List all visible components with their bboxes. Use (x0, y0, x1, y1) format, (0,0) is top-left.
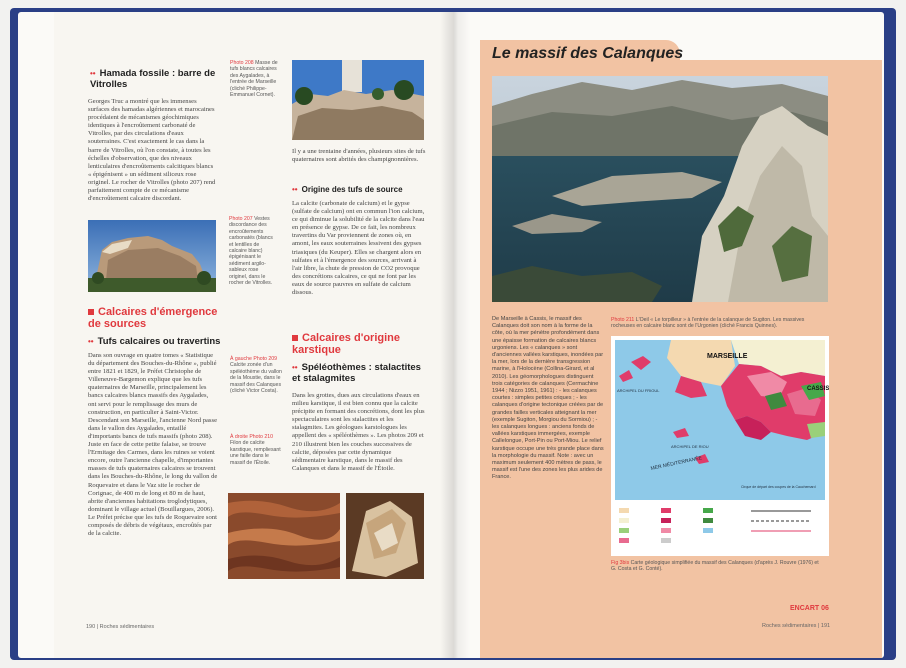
caption-photo-207: Photo 207 Vestes discordance des encroûtements carbonatés (blancs et lentilles de calcaire blanc) épigénisant le sédiment argilo-sableux rose originel, dans le rocher de Vitrolles. (229, 216, 273, 287)
left-footer: 190 | Roches sédimentaires (86, 624, 155, 630)
heading-calcaires-emergence: Calcaires d'émergence de sources (88, 306, 218, 330)
heading-hamada: •• Hamada fossile : barre de Vitrolles (90, 68, 216, 90)
encart-label: ENCART 06 (790, 605, 829, 612)
geologic-map (611, 336, 829, 556)
map-label-marseille: MARSEILLE (707, 353, 748, 360)
photo-filon-calcite (346, 493, 424, 579)
map-label-cirque: Cirque de départ des coupes de la Cauchemard (741, 485, 816, 489)
photo-speleotheme (228, 493, 340, 579)
col2-para3: Dans les grottes, dues aux circulations d'eaux en milieu karstique, il est bien connu que la calcite précipite en formant des concrétions, dont les plus spectaculaires sont les stalactites et les stalagmites. Les géologues karstologues les appellent des « spéléothèmes ». Les photos 209 et 210 illustrent bien les couches successives de calcite, déposées par cette dynamique sédimentaire karstique, dans le massif des Calanques et dans le massif de l'Étoile. (292, 392, 425, 472)
photo-aygalades (292, 60, 424, 140)
map-label-frioul: ARCHIPEL DU FRIOUL (617, 388, 660, 393)
right-footer: Roches sédimentaires | 191 (762, 623, 831, 629)
right-body-text: De Marseille à Cassis, le massif des Calanques doit son nom à la forme de la côte, où la mer pénètre profondément dans une épaisse formation de calcaires blancs urgoniens. Les « calanques » sont d'anciennes vallées karstiques, inondées par la mer, lors de la dernière transgression marine, à l'Holocène (Collina-Girard, et al 2010). Les géomorphologues distinguent trois catégories de calanques (Cermachine 1944 ; Nizzo 1951, 1961) : - les calanques courtes : simples petites criques ; - les calanques d'origine tectonique créées par de grandes failles verticales atteignant la mer (exemple Sugiton, Morgiou du Sormiou) ; - les calanques longues : anciens fonds de vallées karstiques immergées, exemple Callelongue, Port-Pin ou Port-Miou. Le relief karstique occupe une très grande place dans la morphologie du massif. Note : avec un maximum seulement 400 mètres de pass, le massif est l'une des zones les plus arides de France. (492, 316, 604, 481)
heading-tufs: •• Tufs calcaires ou travertins (88, 336, 221, 347)
col1-para1: Georges Truc a montré que les immenses surfaces des hamadas algériennes et marocaines procédaient de mécanismes géochimiques identiques à l'encroûtement carbonaté de Vitrolles, par des circulations d'eaux souterraines. C'est exactement le cas dans la barre de Vitrolles, où l'on constate, à toutes les échelles d'observation, que des niveaux lenticulaires d'encroûtements calcitiques blancs « épigénisent » un sédiment siliceux rose originel. Le rocher de Vitrolles (photo 207) rend parfaitement compte de ce mécanisme d'encroûtement calcaire discordant. (88, 98, 216, 203)
map-label-cassis: CASSIS (807, 386, 829, 392)
caption-photo-210: À droite Photo 210 Filon de calcite karstique, rempliesant une faille dans le massif de l'Étoile. (230, 434, 281, 466)
photo-calanques (492, 76, 828, 302)
map-label-riou: ARCHIPEL DE RIOU (671, 444, 709, 449)
col1-para2: Dans son ouvrage en quatre tomes « Statistique du département des Bouches-du-Rhône », publié entre 1821 et 1829, le Préfet Christophe de Villeneuve-Bargemon explique que les tufs quaternaires de Marseille, principalement les bancs calcaires blancs massifs des Aygalades, ont servi pour le remplissage des murs de construction, en particulier à Saint-Victor. Descendant son Marseille, l'ancienne Nord passe dans le vallon des Aygalades, entaillé d'importants bancs de tufs massifs (photo 208). Juste en face de cette petite falaise, se trouve l'Ermitage des Carmes, dans les ruines se voient encore, outre l'ancienne chapelle, d'importantes masses de tufs quaternaires calcaires se trouvent dans les Bouches-du-Rhône, le long du vallon de Roquevaire et dans le Vaz site le rocher de Corignac, de 400 m de long et 80 m de haut, abrite d'anciennes habitations troglodytiques, dominant le village actuel (Bouillargues, 2006). Le Préfet précise que les tufs de Roquevaire sont composés de débris de végétaux, encroûtés par de la calcite. (88, 352, 218, 538)
caption-photo-211: Photo 211 L'Oeil « Le torpilleur » à l'entrée de la calanque de Sugiton. Les massives rocheuses en calcaire blanc sont de l'Urgonien (cliché Francis Quinnes). (611, 317, 805, 330)
caption-map: Fig 3bis Carte géologique simplifiée du massif des Calanques (d'après J. Rouvre (1976) et G. Costa et G. Conté). (611, 560, 819, 573)
heading-calcaires-karstique: Calcaires d'origine karstique (292, 332, 400, 356)
photo-vitrolles (88, 220, 216, 292)
caption-photo-209: À gauche Photo 209 Calcite zonée d'un spéléothème du vallon de la Moustie, dans le massif des Calanques (cliché Victor Costa). (230, 356, 282, 395)
heading-origine-tufs: •• Origine des tufs de source (292, 185, 403, 194)
book-gutter (440, 12, 470, 658)
page-title: Le massif des Calanques (492, 45, 684, 62)
map-label-mer: MER MÉDITERRANÉE (650, 455, 703, 472)
col2-para1: Il y a une trentaine d'années, plusieurs sites de tufs quaternaires sont abrités des champignonnières. (292, 148, 426, 164)
heading-speleothemes: •• Spéléothèmes : stalactites et stalagmites (292, 362, 421, 384)
col2-para2: La calcite (carbonate de calcium) et le gypse (sulfate de calcium) ont en commun l'ion calcium, ce qui diminue la solubilité de la calcite dans l'eau en présence de gypse. De ce fait, les nombreux travertins du Var proviennent de zones où, en amont, les eaux souterraines lessivent des gypses triasiques (du Keuper). Elles se chargent alors en sulfates et à l'émergence des sources, arrivant à l'air libre, la chute de pression de CO2 provoque des concrétions calcaires, ce qui ne font par les eaux de source pauvres en sulfate de calcium dissous. (292, 200, 425, 297)
caption-photo-208: Photo 208 Masse de tufs blancs calcaires des Aygalades, à l'entrée de Marseille (cliché Philippe-Emmanuel Cornet). (230, 60, 278, 99)
